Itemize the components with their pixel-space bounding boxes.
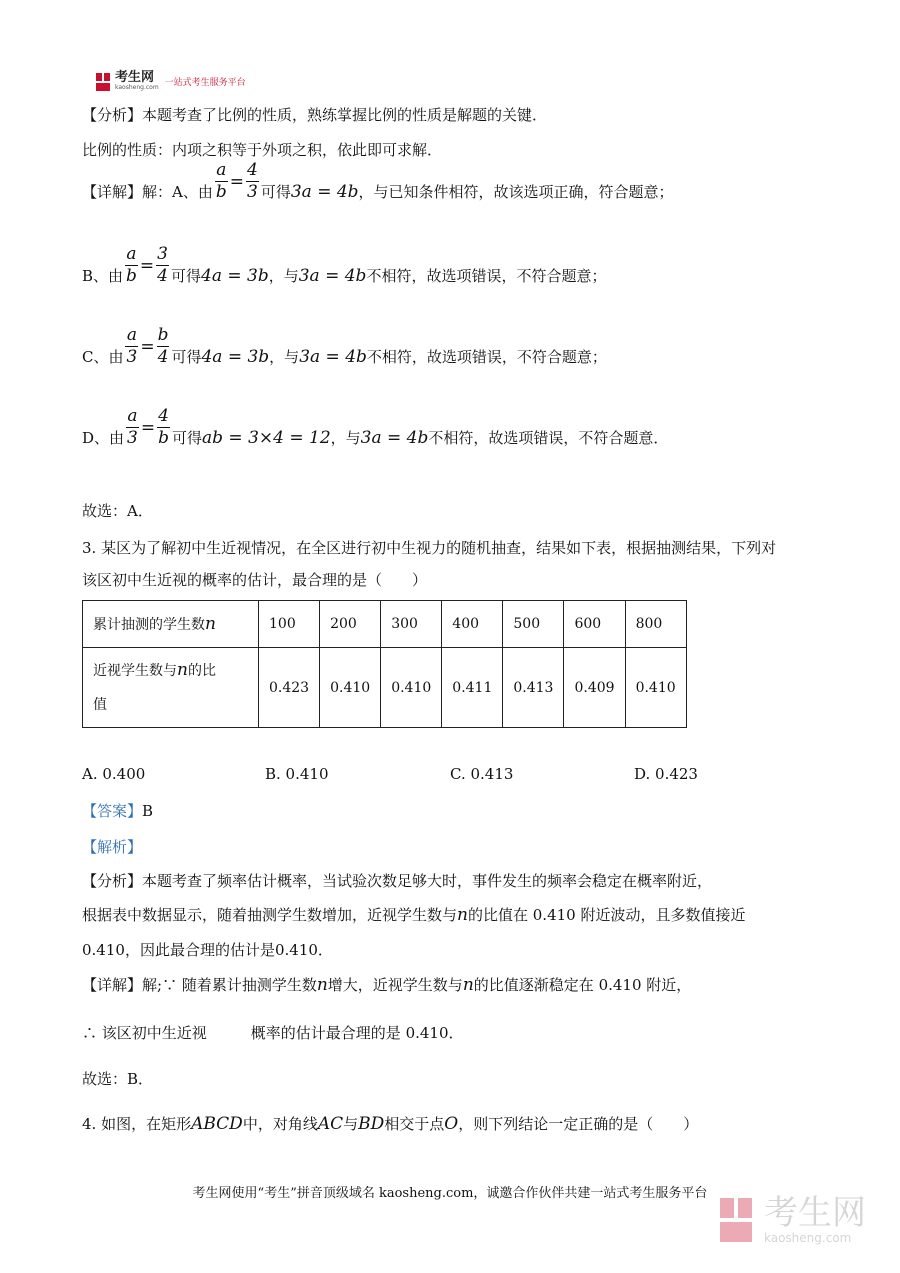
logo-name: 考生网 bbox=[115, 70, 155, 85]
q3-stem-line1: 3. 某区为了解初中生近视情况，在全区进行初中生视力的随机抽查，结果如下表，根据抽测结果，下列对 bbox=[82, 539, 777, 557]
option-a: A. 0.400 bbox=[82, 765, 146, 783]
table-cell: 0.409 bbox=[564, 648, 625, 728]
logo-slogan: 一站式考生服务平台 bbox=[164, 78, 246, 88]
q3-choose: 故选：B． bbox=[82, 1070, 154, 1088]
q2-option-a-line: 【详解】 解：A、由 $\frac{a}{b}$ = $\frac{4}{3}$ 可得 3a = 4b ，与已知条件相符，故该选项正确，符合题意； bbox=[82, 160, 674, 202]
table-cell: 0.423 bbox=[259, 648, 320, 728]
equation: 3a = 4b bbox=[290, 181, 359, 202]
q3-data-table bbox=[82, 600, 687, 728]
q3-analysis-line2: 根据表中数据显示，随着抽测学生数增加，近视学生数与n的比值在 0.410 附近波动，且多数值接近 bbox=[82, 905, 746, 925]
q2-option-b-line: B、由 $\frac{a}{b}$ = $\frac{3}{4}$ 可得 4a = 3b ，与 3a = 4b 不相符，故选项错误，不符合题意； bbox=[82, 244, 607, 286]
q2-analysis: 【分析】本题考查了比例的性质，熟练掌握比例的性质是解题的关键． bbox=[82, 106, 548, 124]
table-cell: 0.410 bbox=[320, 648, 381, 728]
watermark-logo-icon bbox=[720, 1198, 758, 1242]
table-header-cell: 近视学生数与n的比 值 bbox=[83, 648, 259, 728]
table-row bbox=[83, 601, 687, 648]
option-d: D. 0.423 bbox=[634, 765, 698, 783]
table-cell: 300 bbox=[381, 601, 442, 648]
table-cell: 0.410 bbox=[381, 648, 442, 728]
option-c: C. 0.413 bbox=[450, 765, 514, 783]
table-cell: 600 bbox=[564, 601, 625, 648]
q3-therefore: ∴ 该区初中生近视 概率的估计最合理的是 0.410． bbox=[82, 1024, 464, 1042]
q4-stem: 4. 如图，在矩形ABCD中，对角线AC与BD相交于点O，则下列结论一定正确的是（ ） bbox=[82, 1114, 699, 1134]
q3-analysis: 【分析】本题考查了频率估计概率，当试验次数足够大时，事件发生的频率会稳定在概率附近， bbox=[82, 872, 713, 890]
q3-stem-line2: 该区初中生近视的概率的估计，最合理的是（ ） bbox=[82, 571, 428, 589]
q3-detail: 【详解】解;∵ 随着累计抽测学生数n增大，近视学生数与n的比值逐渐稳定在 0.410 附近， bbox=[82, 975, 692, 995]
q2-property: 比例的性质：内项之积等于外项之积，依此即可求解． bbox=[82, 141, 443, 159]
table-row bbox=[83, 648, 687, 728]
watermark-domain: kaosheng.com bbox=[764, 1231, 852, 1245]
table-cell: 0.411 bbox=[442, 648, 503, 728]
fraction: $\frac{a}{b}$ bbox=[215, 160, 227, 202]
logo-icon bbox=[96, 73, 112, 91]
table-cell: 500 bbox=[503, 601, 564, 648]
header-logo bbox=[96, 72, 246, 91]
q2-option-d-line: D、由 $\frac{a}{3}$ = $\frac{4}{b}$ 可得 ab = 3×4 = 12 ，与 3a = 4b 不相符，故选项错误，不符合题意． bbox=[82, 406, 669, 448]
table-cell: 400 bbox=[442, 601, 503, 648]
watermark-name: 考生网 bbox=[764, 1193, 866, 1233]
watermark bbox=[720, 1195, 866, 1245]
q3-analysis-line3: 0.410，因此最合理的估计是0.410． bbox=[82, 941, 333, 959]
q3-answer: 【答案】B bbox=[82, 802, 154, 820]
table-cell: 0.413 bbox=[503, 648, 564, 728]
table-cell: 200 bbox=[320, 601, 381, 648]
logo-domain: kaosheng.com bbox=[115, 84, 159, 91]
table-cell: 800 bbox=[625, 601, 686, 648]
table-cell: 0.410 bbox=[625, 648, 686, 728]
q2-option-c-line: C、由 $\frac{a}{3}$ = $\frac{b}{4}$ 可得 4a = 3b ，与 3a = 4b 不相符，故选项错误，不符合题意； bbox=[82, 325, 607, 367]
q2-choose: 故选：A． bbox=[82, 502, 153, 520]
fraction: $\frac{4}{3}$ bbox=[247, 160, 258, 202]
q3-explain-tag: 【解析】 bbox=[82, 838, 143, 856]
table-cell: 100 bbox=[259, 601, 320, 648]
option-b: B. 0.410 bbox=[265, 765, 329, 783]
table-header-cell: 累计抽测的学生数n bbox=[83, 601, 259, 648]
page-footer: 考生网使用“考生”拼音顶级域名 kaosheng.com，诚邀合作伙伴共建一站式考生服务平台 bbox=[192, 1186, 708, 1201]
